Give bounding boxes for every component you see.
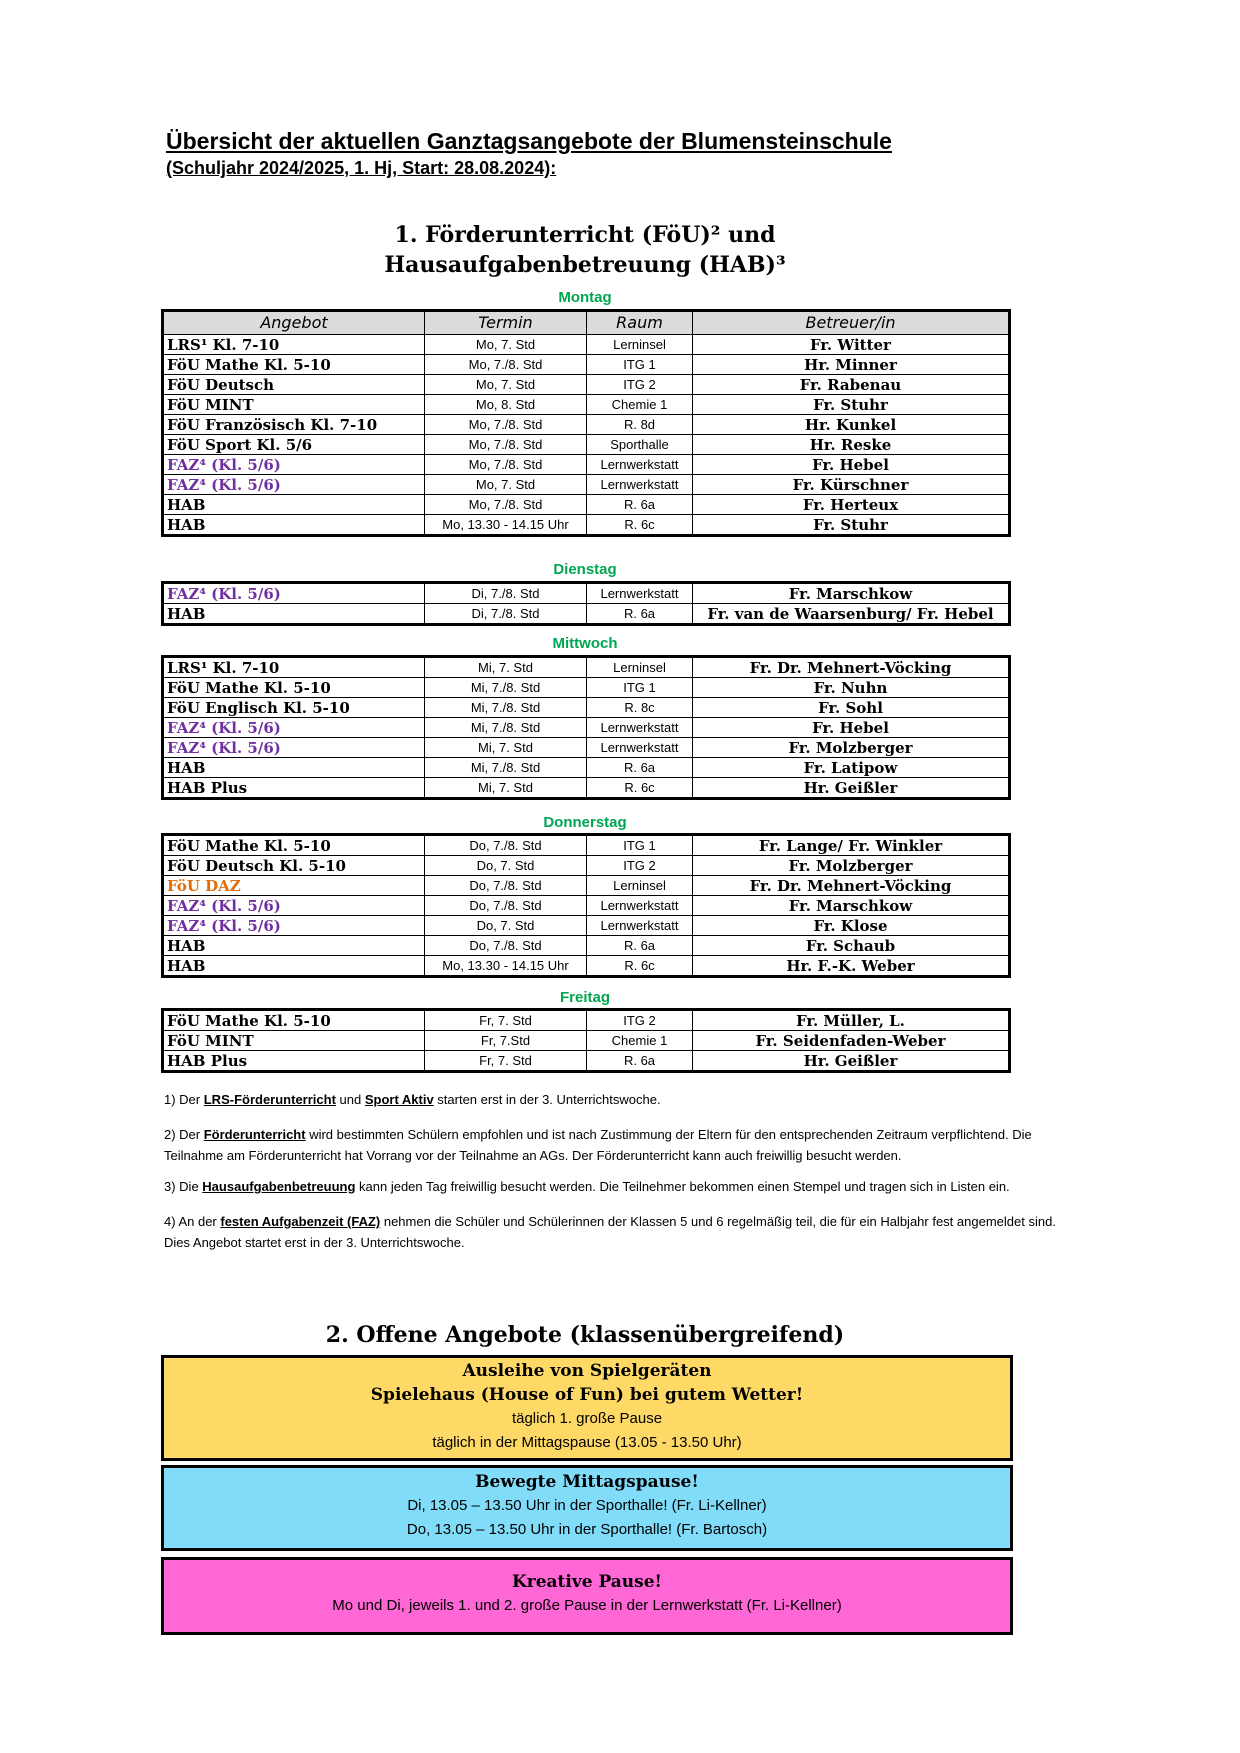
offer-title: Ausleihe von Spielgeräten: [462, 1361, 712, 1381]
footnote-text: nehmen die Schüler und Schülerinnen der Klassen 5 und 6 regelmäßig teil, die für ein Halbjahr fest angemeldet sind. Dies Angebot startet erst in der 3. Unterrichtswoche.: [164, 1214, 1056, 1250]
offer-line: Mo und Di, jeweils 1. und 2. große Pause in der Lernwerkstatt (Fr. Li-Kellner): [332, 1597, 842, 1614]
day-label-dienstag: Dienstag: [553, 561, 617, 578]
cell-termin: Do, 7./8. Std: [425, 896, 587, 916]
day-label-freitag: Freitag: [559, 989, 610, 1006]
cell-raum: R. 6a: [587, 758, 693, 778]
cell-betreuer: Hr. Kunkel: [693, 415, 1010, 435]
table-row: [163, 1051, 1010, 1072]
cell-raum: R. 6a: [587, 936, 693, 956]
cell-betreuer: Fr. Marschkow: [693, 583, 1010, 604]
cell-angebot: FöU Mathe Kl. 5-10: [163, 355, 425, 375]
cell-termin: Do, 7./8. Std: [425, 936, 587, 956]
cell-angebot: HAB: [163, 936, 425, 956]
cell-termin: Do, 7. Std: [425, 916, 587, 936]
cell-angebot: FöU DAZ: [163, 876, 425, 896]
cell-termin: Mi, 7. Std: [425, 657, 587, 678]
cell-angebot: HAB: [163, 515, 425, 536]
offer-line: Di, 13.05 – 13.50 Uhr in der Sporthalle! (Fr. Li-Kellner): [407, 1497, 767, 1514]
cell-betreuer: Fr. Herteux: [693, 495, 1010, 515]
cell-angebot: LRS¹ Kl. 7-10: [163, 657, 425, 678]
table-body-dienstag: [163, 583, 1010, 625]
cell-betreuer: Fr. Latipow: [693, 758, 1010, 778]
table-row: [163, 738, 1010, 758]
cell-termin: Do, 7./8. Std: [425, 835, 587, 856]
cell-angebot: FöU Englisch Kl. 5-10: [163, 698, 425, 718]
cell-raum: ITG 1: [587, 835, 693, 856]
table-header-row: [163, 311, 1010, 335]
table-row: [163, 856, 1010, 876]
footnote-2: [164, 1124, 1084, 1166]
cell-angebot: FöU Mathe Kl. 5-10: [163, 678, 425, 698]
table-row: [163, 375, 1010, 395]
cell-angebot: FöU Deutsch: [163, 375, 425, 395]
cell-betreuer: Fr. Seidenfaden-Weber: [693, 1031, 1010, 1051]
cell-angebot: FöU Mathe Kl. 5-10: [163, 1010, 425, 1031]
offer-line: täglich 1. große Pause: [511, 1410, 663, 1427]
page-subtitle: (Schuljahr 2024/2025, 1. Hj, Start: 28.08.2024):: [166, 158, 557, 178]
offer-box-kreative-pause: [161, 1557, 1013, 1635]
day-label-mittwoch: Mittwoch: [552, 635, 618, 652]
cell-angebot: HAB: [163, 758, 425, 778]
cell-raum: Lernwerkstatt: [587, 896, 693, 916]
cell-betreuer: Fr. Molzberger: [693, 856, 1010, 876]
cell-termin: Mi, 7./8. Std: [425, 718, 587, 738]
footnote-text: 3) Die: [164, 1179, 203, 1194]
cell-termin: Mo, 13.30 - 14.15 Uhr: [425, 515, 587, 536]
cell-betreuer: Fr. Rabenau: [693, 375, 1010, 395]
cell-termin: Mo, 7./8. Std: [425, 415, 587, 435]
col-header-termin: Termin: [425, 311, 587, 335]
cell-termin: Fr, 7. Std: [425, 1010, 587, 1031]
offer-title: Kreative Pause!: [511, 1572, 663, 1592]
cell-betreuer: Fr. Stuhr: [693, 515, 1010, 536]
cell-betreuer: Hr. Geißler: [693, 778, 1010, 799]
cell-termin: Mo, 7. Std: [425, 375, 587, 395]
cell-betreuer: Fr. Marschkow: [693, 896, 1010, 916]
cell-angebot: HAB: [163, 604, 425, 625]
cell-angebot: FAZ⁴ (Kl. 5/6): [163, 916, 425, 936]
cell-raum: Lernwerkstatt: [587, 475, 693, 495]
table-row: [163, 1031, 1010, 1051]
cell-betreuer: Fr. Müller, L.: [693, 1010, 1010, 1031]
cell-betreuer: Fr. Schaub: [693, 936, 1010, 956]
footnote-keyword: festen Aufgabenzeit (FAZ): [220, 1214, 381, 1229]
cell-termin: Mo, 7./8. Std: [425, 355, 587, 375]
cell-angebot: HAB: [163, 495, 425, 515]
cell-raum: Lerninsel: [587, 335, 693, 355]
table-row: [163, 657, 1010, 678]
offer-box-bewegte-mittagspause: [161, 1465, 1013, 1551]
table-body-mittwoch: [163, 657, 1010, 799]
table-row: [163, 604, 1010, 625]
section-2-heading: 2. Offene Angebote (klassenübergreifend): [325, 1322, 845, 1348]
cell-angebot: FöU Französisch Kl. 7-10: [163, 415, 425, 435]
footnote-keyword: Hausaufgabenbetreuung: [202, 1179, 356, 1194]
cell-termin: Di, 7./8. Std: [425, 583, 587, 604]
cell-raum: Chemie 1: [587, 395, 693, 415]
day-label-montag: Montag: [558, 289, 612, 306]
cell-raum: ITG 1: [587, 678, 693, 698]
cell-angebot: HAB Plus: [163, 778, 425, 799]
cell-termin: Mo, 7. Std: [425, 475, 587, 495]
cell-betreuer: Hr. Minner: [693, 355, 1010, 375]
schedule-table-mittwoch: [161, 655, 1011, 800]
cell-angebot: FöU MINT: [163, 395, 425, 415]
cell-raum: R. 8c: [587, 698, 693, 718]
offer-box-spielgeraete: [161, 1355, 1013, 1461]
table-row: [163, 335, 1010, 355]
page-title: Übersicht der aktuellen Ganztagsangebote der Blumensteinschule: [166, 128, 892, 154]
cell-betreuer: Hr. Reske: [693, 435, 1010, 455]
col-header-angebot: Angebot: [163, 311, 425, 335]
schedule-table-freitag: [161, 1008, 1011, 1073]
footnote-1: [164, 1089, 1084, 1110]
cell-angebot: FöU Mathe Kl. 5-10: [163, 835, 425, 856]
cell-angebot: FAZ⁴ (Kl. 5/6): [163, 738, 425, 758]
offer-line: täglich in der Mittagspause (13.05 - 13.50 Uhr): [432, 1434, 742, 1451]
cell-betreuer: Fr. Dr. Mehnert-Vöcking: [693, 657, 1010, 678]
table-row: [163, 435, 1010, 455]
footnotes: [164, 1089, 1084, 1263]
table-row: [163, 956, 1010, 977]
cell-betreuer: Hr. F.-K. Weber: [693, 956, 1010, 977]
cell-angebot: FAZ⁴ (Kl. 5/6): [163, 455, 425, 475]
table-row: [163, 678, 1010, 698]
cell-angebot: FAZ⁴ (Kl. 5/6): [163, 896, 425, 916]
cell-raum: Lernwerkstatt: [587, 583, 693, 604]
section-1-title-line1: 1. Förderunterricht (FöU)² und: [394, 222, 776, 248]
cell-termin: Mi, 7. Std: [425, 738, 587, 758]
table-row: [163, 495, 1010, 515]
cell-raum: Lernwerkstatt: [587, 916, 693, 936]
cell-raum: R. 8d: [587, 415, 693, 435]
table-row: [163, 415, 1010, 435]
cell-raum: ITG 1: [587, 355, 693, 375]
footnote-keyword: Sport Aktiv: [364, 1092, 434, 1107]
col-header-raum: Raum: [587, 311, 693, 335]
table-row: [163, 758, 1010, 778]
cell-raum: Chemie 1: [587, 1031, 693, 1051]
cell-raum: R. 6c: [587, 956, 693, 977]
cell-raum: Lerninsel: [587, 876, 693, 896]
table-row: [163, 936, 1010, 956]
table-row: [163, 718, 1010, 738]
cell-raum: R. 6c: [587, 515, 693, 536]
table-row: [163, 916, 1010, 936]
footnote-text: starten erst in der 3. Unterrichtswoche.: [433, 1092, 661, 1107]
offer-title: Bewegte Mittagspause!: [475, 1472, 699, 1492]
cell-angebot: FAZ⁴ (Kl. 5/6): [163, 583, 425, 604]
cell-termin: Mo, 13.30 - 14.15 Uhr: [425, 956, 587, 977]
day-label-donnerstag: Donnerstag: [543, 814, 627, 831]
table-row: [163, 583, 1010, 604]
cell-termin: Mo, 7./8. Std: [425, 455, 587, 475]
cell-betreuer: Hr. Geißler: [693, 1051, 1010, 1072]
cell-betreuer: Fr. Hebel: [693, 455, 1010, 475]
cell-termin: Mi, 7./8. Std: [425, 678, 587, 698]
footnote-4: [164, 1211, 1084, 1253]
cell-raum: ITG 2: [587, 375, 693, 395]
cell-betreuer: Fr. Dr. Mehnert-Vöcking: [693, 876, 1010, 896]
table-row: [163, 778, 1010, 799]
table-row: [163, 698, 1010, 718]
cell-betreuer: Fr. Nuhn: [693, 678, 1010, 698]
cell-angebot: FöU Deutsch Kl. 5-10: [163, 856, 425, 876]
cell-raum: Lerninsel: [587, 657, 693, 678]
cell-raum: R. 6a: [587, 1051, 693, 1072]
cell-betreuer: Fr. Lange/ Fr. Winkler: [693, 835, 1010, 856]
cell-angebot: FAZ⁴ (Kl. 5/6): [163, 718, 425, 738]
cell-termin: Fr, 7.Std: [425, 1031, 587, 1051]
footnote-text: 4) An der: [164, 1214, 221, 1229]
cell-termin: Mo, 7. Std: [425, 335, 587, 355]
cell-betreuer: Fr. Klose: [693, 916, 1010, 936]
section-1-heading: [160, 220, 1010, 280]
cell-termin: Di, 7./8. Std: [425, 604, 587, 625]
table-row: [163, 876, 1010, 896]
cell-betreuer: Fr. Kürschner: [693, 475, 1010, 495]
cell-betreuer: Fr. van de Waarsenburg/ Fr. Hebel: [693, 604, 1010, 625]
col-header-betreuer: Betreuer/in: [693, 311, 1010, 335]
cell-betreuer: Fr. Stuhr: [693, 395, 1010, 415]
table-row: [163, 395, 1010, 415]
cell-termin: Mi, 7./8. Std: [425, 758, 587, 778]
footnote-text: wird bestimmten Schülern empfohlen und ist nach Zustimmung der Eltern für den entsprechenden Zeitraum verpflichtend. Die Teilnahme am Förderunterricht hat Vorrang vor der Teilnahme an AGs. Der Förderunterricht kann auch freiwillig besucht werden.: [164, 1127, 1032, 1163]
cell-raum: Lernwerkstatt: [587, 455, 693, 475]
cell-raum: R. 6a: [587, 604, 693, 625]
cell-termin: Mo, 7./8. Std: [425, 435, 587, 455]
footnote-text: kann jeden Tag freiwillig besucht werden. Die Teilnehmer bekommen einen Stempel und tragen sich in Listen ein.: [355, 1179, 1010, 1194]
cell-raum: Lernwerkstatt: [587, 718, 693, 738]
cell-termin: Mi, 7. Std: [425, 778, 587, 799]
schedule-table-donnerstag: [161, 833, 1011, 978]
cell-raum: R. 6a: [587, 495, 693, 515]
cell-angebot: LRS¹ Kl. 7-10: [163, 335, 425, 355]
cell-raum: Lernwerkstatt: [587, 738, 693, 758]
cell-betreuer: Fr. Witter: [693, 335, 1010, 355]
cell-termin: Do, 7./8. Std: [425, 876, 587, 896]
cell-betreuer: Fr. Hebel: [693, 718, 1010, 738]
table-row: [163, 515, 1010, 536]
table-row: [163, 896, 1010, 916]
table-row: [163, 355, 1010, 375]
footnote-text: 1) Der: [164, 1092, 204, 1107]
table-body-freitag: [163, 1010, 1010, 1072]
table-row: [163, 835, 1010, 856]
table-body-donnerstag: [163, 835, 1010, 977]
footnote-keyword: Förderunterricht: [203, 1127, 306, 1142]
footnote-text: und: [335, 1092, 365, 1107]
cell-angebot: FAZ⁴ (Kl. 5/6): [163, 475, 425, 495]
cell-termin: Mi, 7./8. Std: [425, 698, 587, 718]
table-row: [163, 475, 1010, 495]
cell-termin: Do, 7. Std: [425, 856, 587, 876]
schedule-table-dienstag: [161, 581, 1011, 626]
cell-angebot: HAB: [163, 956, 425, 977]
table-body-montag: [163, 335, 1010, 536]
cell-raum: Sporthalle: [587, 435, 693, 455]
cell-termin: Mo, 8. Std: [425, 395, 587, 415]
table-row: [163, 455, 1010, 475]
cell-raum: R. 6c: [587, 778, 693, 799]
footnote-3: [164, 1176, 1084, 1197]
cell-angebot: FöU MINT: [163, 1031, 425, 1051]
section-1-title-line2: Hausaufgabenbetreuung (HAB)³: [384, 252, 786, 278]
footnote-text: 2) Der: [164, 1127, 204, 1142]
cell-angebot: HAB Plus: [163, 1051, 425, 1072]
cell-betreuer: Fr. Molzberger: [693, 738, 1010, 758]
offer-title: Spielehaus (House of Fun) bei gutem Wetter!: [370, 1385, 804, 1405]
schedule-table-montag: [161, 309, 1011, 537]
cell-raum: ITG 2: [587, 1010, 693, 1031]
cell-betreuer: Fr. Sohl: [693, 698, 1010, 718]
cell-raum: ITG 2: [587, 856, 693, 876]
table-row: [163, 1010, 1010, 1031]
cell-termin: Mo, 7./8. Std: [425, 495, 587, 515]
footnote-keyword: LRS-Förderunterricht: [203, 1092, 336, 1107]
cell-angebot: FöU Sport Kl. 5/6: [163, 435, 425, 455]
cell-termin: Fr, 7. Std: [425, 1051, 587, 1072]
offer-line: Do, 13.05 – 13.50 Uhr in der Sporthalle! (Fr. Bartosch): [406, 1521, 768, 1538]
